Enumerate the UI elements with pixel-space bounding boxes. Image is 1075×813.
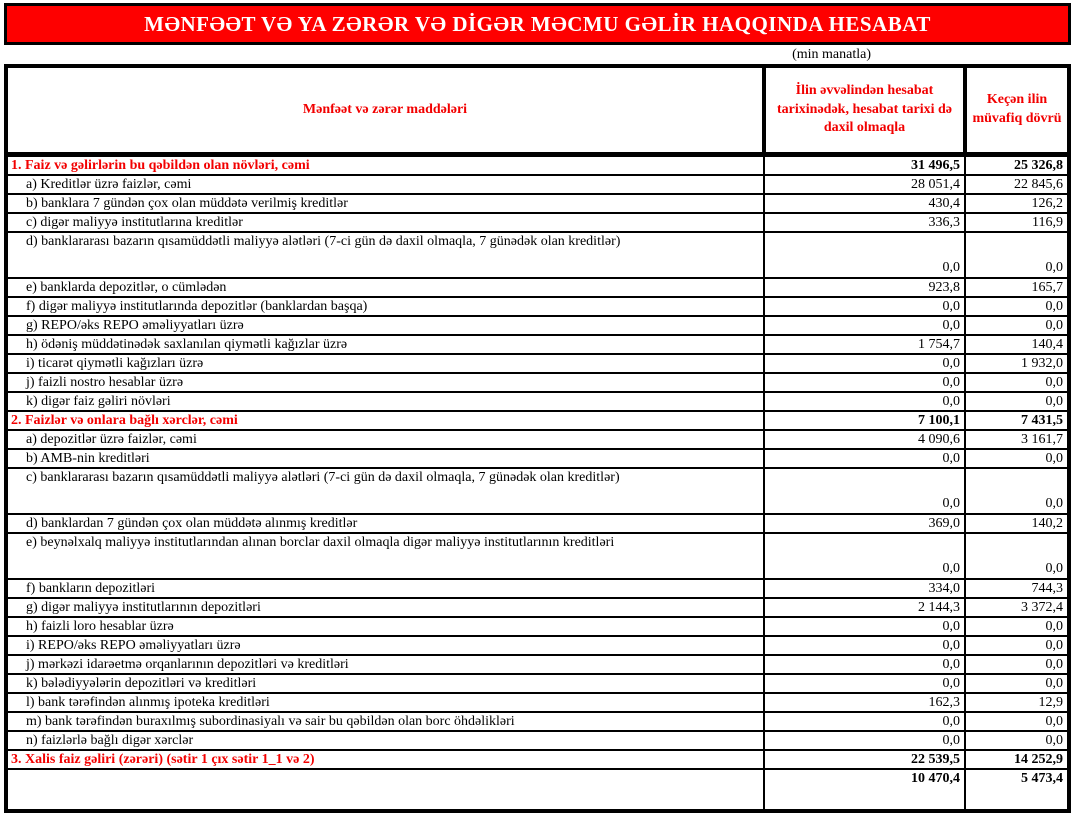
row-value-previous: 0,0 [965,392,1069,411]
row-value-previous: 0,0 [965,674,1069,693]
row-label: 3. Xalis faiz gəliri (zərəri) (sətir 1 çıx sətir 1_1 və 2) [6,750,764,769]
row-value-previous: 3 372,4 [965,598,1069,617]
row-label: b) AMB-nin kreditləri [6,449,764,468]
row-value-current: 336,3 [764,213,965,232]
row-label: c) digər maliyyə institutlarına kreditlər [6,213,764,232]
table-row [6,278,1069,297]
row-value-current: 369,0 [764,514,965,533]
unit-note: (min manatla) [792,47,871,62]
row-value-current: 162,3 [764,693,965,712]
row-value-current: 10 470,4 [764,769,965,811]
row-value-previous: 0,0 [965,533,1069,579]
row-value-previous: 0,0 [965,373,1069,392]
row-label: e) banklarda depozitlər, o cümlədən [6,278,764,297]
row-label: j) faizli nostro hesablar üzrə [6,373,764,392]
table-row [6,213,1069,232]
table-row [6,636,1069,655]
table-row [6,712,1069,731]
row-label: n) faizlərlə bağlı digər xərclər [6,731,764,750]
row-value-previous: 1 932,0 [965,354,1069,373]
row-value-previous: 3 161,7 [965,430,1069,449]
row-value-current: 0,0 [764,392,965,411]
table-row [6,731,1069,750]
row-value-current: 334,0 [764,579,965,598]
row-value-current: 31 496,5 [764,155,965,176]
row-value-previous: 25 326,8 [965,155,1069,176]
row-label: m) bank tərəfindən buraxılmış subordinasiyalı və sair bu qəbildən olan borc öhdəlikləri [6,712,764,731]
row-value-previous: 0,0 [965,712,1069,731]
row-label: f) digər maliyyə institutlarında depozitlər (banklardan başqa) [6,297,764,316]
row-value-previous: 126,2 [965,194,1069,213]
row-label: a) depozitlər üzrə faizlər, cəmi [6,430,764,449]
row-value-previous: 0,0 [965,636,1069,655]
row-value-previous: 0,0 [965,232,1069,278]
row-value-current: 0,0 [764,449,965,468]
row-value-previous: 0,0 [965,617,1069,636]
row-label: b) banklara 7 gündən çox olan müddətə verilmiş kreditlər [6,194,764,213]
table-row [6,175,1069,194]
row-value-current: 923,8 [764,278,965,297]
row-label: c) banklararası bazarın qısamüddətli maliyyə alətləri (7-ci gün də daxil olmaqla, 7 günədək olan kreditlər) [6,468,764,514]
row-value-previous: 116,9 [965,213,1069,232]
table-row [6,335,1069,354]
column-header-items: Mənfəət və zərər maddələri [6,66,764,155]
row-value-current: 0,0 [764,316,965,335]
row-value-previous: 165,7 [965,278,1069,297]
column-header-previous-period: Keçən ilin müvafiq dövrü [965,66,1069,155]
row-value-current: 0,0 [764,232,965,278]
table-row [6,392,1069,411]
row-value-current: 2 144,3 [764,598,965,617]
row-label: 2. Faizlər və onlara bağlı xərclər, cəmi [6,411,764,430]
row-label: i) ticarət qiymətli kağızları üzrə [6,354,764,373]
row-label: e) beynəlxalq maliyyə institutlarından alınan borclar daxil olmaqla digər maliyyə institutlarının kreditləri [6,533,764,579]
row-value-current: 0,0 [764,373,965,392]
row-label: k) digər faiz gəliri növləri [6,392,764,411]
row-value-previous: 7 431,5 [965,411,1069,430]
table-row [6,750,1069,769]
row-value-current: 430,4 [764,194,965,213]
row-value-previous: 0,0 [965,316,1069,335]
row-value-current: 4 090,6 [764,430,965,449]
row-label: d) banklardan 7 gündən çox olan müddətə alınmış kreditlər [6,514,764,533]
table-row [6,533,1069,579]
row-value-current: 0,0 [764,712,965,731]
row-label: g) REPO/əks REPO əməliyyatları üzrə [6,316,764,335]
row-label: i) REPO/əks REPO əməliyyatları üzrə [6,636,764,655]
row-label: h) faizli loro hesablar üzrə [6,617,764,636]
row-value-current: 1 754,7 [764,335,965,354]
row-value-current: 7 100,1 [764,411,965,430]
row-label: d) banklararası bazarın qısamüddətli maliyyə alətləri (7-ci gün də daxil olmaqla, 7 günədək olan kreditlər) [6,232,764,278]
report-title-banner [4,3,1071,45]
row-value-previous: 0,0 [965,468,1069,514]
table-row [6,468,1069,514]
row-value-previous: 0,0 [965,655,1069,674]
row-label: g) digər maliyyə institutlarının depozitləri [6,598,764,617]
row-value-current: 22 539,5 [764,750,965,769]
table-body [6,155,1069,812]
row-value-previous: 0,0 [965,297,1069,316]
row-value-previous: 0,0 [965,731,1069,750]
table-row [6,373,1069,392]
row-value-previous: 140,2 [965,514,1069,533]
table-row [6,449,1069,468]
row-label: h) ödəniş müddətinədək saxlanılan qiymətli kağızlar üzrə [6,335,764,354]
row-label: l) bank tərəfindən alınmış ipoteka kreditləri [6,693,764,712]
row-label: f) bankların depozitləri [6,579,764,598]
table-row [6,579,1069,598]
row-value-current: 0,0 [764,655,965,674]
table-row [6,598,1069,617]
table-row [6,514,1069,533]
row-value-previous: 744,3 [965,579,1069,598]
row-value-current: 0,0 [764,636,965,655]
profit-loss-table [4,64,1071,813]
table-row [6,411,1069,430]
column-header-current-period: İlin əvvəlindən hesabat tarixinədək, hesabat tarixi də daxil olmaqla [764,66,965,155]
row-value-previous: 0,0 [965,449,1069,468]
row-value-previous: 5 473,4 [965,769,1069,811]
table-row [6,617,1069,636]
row-value-current: 0,0 [764,533,965,579]
row-label: 1. Faiz və gəlirlərin bu qəbildən olan növləri, cəmi [6,155,764,176]
row-value-current: 0,0 [764,617,965,636]
row-label: a) Kreditlər üzrə faizlər, cəmi [6,175,764,194]
row-value-current: 0,0 [764,297,965,316]
row-value-previous: 140,4 [965,335,1069,354]
table-row [6,194,1069,213]
table-row [6,155,1069,176]
row-label: k) bələdiyyələrin depozitləri və kreditləri [6,674,764,693]
row-value-current: 0,0 [764,731,965,750]
row-label: j) mərkəzi idarəetmə orqanlarının depozitləri və kreditləri [6,655,764,674]
table-header-row [6,66,1069,155]
row-value-current: 0,0 [764,468,965,514]
row-value-current: 0,0 [764,354,965,373]
table-row [6,232,1069,278]
table-row [6,316,1069,335]
row-value-current: 0,0 [764,674,965,693]
table-row [6,354,1069,373]
table-row [6,655,1069,674]
table-row [6,430,1069,449]
row-value-previous: 12,9 [965,693,1069,712]
row-value-previous: 22 845,6 [965,175,1069,194]
report-title: MƏNFƏƏT VƏ YA ZƏRƏR VƏ DİGƏR MƏCMU GƏLİR HAQQINDA HESABAT [144,11,931,36]
row-value-previous: 14 252,9 [965,750,1069,769]
table-row [6,297,1069,316]
table-row [6,693,1069,712]
row-value-current: 28 051,4 [764,175,965,194]
table-row [6,674,1069,693]
